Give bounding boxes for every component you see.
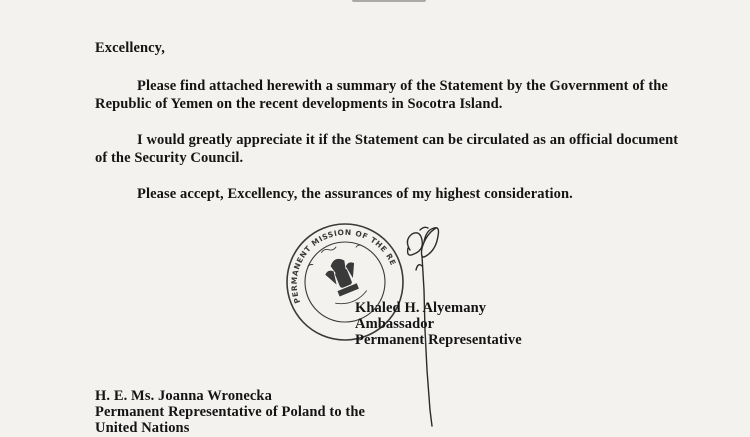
salutation: Excellency,	[95, 40, 165, 56]
recipient-name: H. E. Ms. Joanna Wronecka	[95, 388, 272, 404]
signatory-role: Permanent Representative	[355, 332, 522, 348]
paragraph2-line1: I would greatly appreciate it if the Statement can be circulated as an official document	[137, 132, 679, 148]
signatory-name: Khaled H. Alyemany	[355, 300, 487, 316]
paragraph1-line1: Please find attached herewith a summary of the Statement by the Government of the	[137, 78, 668, 94]
recipient-title-line2: United Nations	[95, 420, 190, 436]
paragraph2-line2: of the Security Council.	[95, 150, 244, 166]
seal-outer-text: PERMANENT MISSION OF THE REPUBLIC	[289, 227, 398, 305]
header-fragment	[352, 0, 426, 2]
signatory-title: Ambassador	[355, 316, 435, 332]
paragraph1-line2: Republic of Yemen on the recent developments in Socotra Island.	[95, 96, 503, 112]
closing-line: Please accept, Excellency, the assurances of my highest consideration.	[137, 186, 573, 202]
recipient-title-line1: Permanent Representative of Poland to the	[95, 404, 366, 420]
